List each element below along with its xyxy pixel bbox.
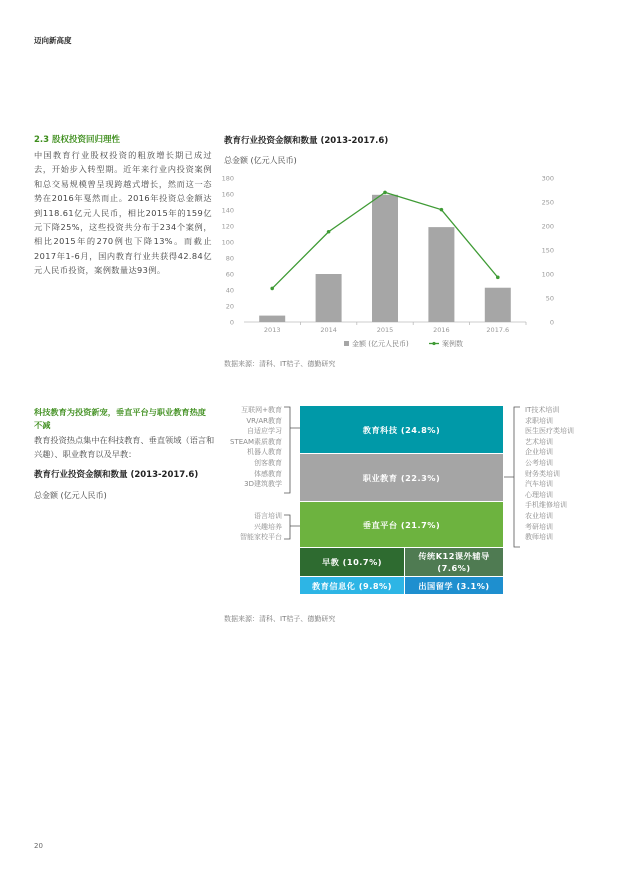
right-label: 公考培训 <box>525 458 553 467</box>
treemap-tech-label: 教育科技 (24.8%) <box>362 424 441 435</box>
left-label: 创客教育 <box>254 458 282 467</box>
header-title: 迈向新高度 <box>34 36 72 45</box>
treemap-right-labels <box>525 405 574 543</box>
section-paragraph: 中国教育行业股权投资的粗放增长期已成过去，开始步入转型期。近年来行业内投资案例和总交易规模曾呈现跨越式增长，然而这一态势在2016年戛然而止。2016年投资总金额达到118.61亿元人民币，相比2015年的159亿元下降25%，这些投资共分布于234个案例，相比2015年的270例也下降13%。而截止2017年1-6月，国内教育行业共获得42.84亿元人民币投资，案例数量达93例。 <box>34 150 212 276</box>
right-label: 手机维修培训 <box>525 501 567 510</box>
bar-amount <box>372 195 398 322</box>
line-point <box>496 276 500 280</box>
y-tick-label: 160 <box>221 190 234 199</box>
left-label: VR/AR教育 <box>246 416 282 425</box>
bar-amount <box>259 316 285 322</box>
treemap-vocational-label: 职业教育 (22.3%) <box>362 472 441 483</box>
left-label: 兴趣培养 <box>254 522 282 531</box>
y-tick-label: 100 <box>221 238 234 247</box>
treemap-abroad-label: 出国留学 (3.1%) <box>418 580 490 591</box>
left-label: 机器人教育 <box>247 448 282 457</box>
right-label: 医生医疗类培训 <box>525 427 574 436</box>
x-tick-label: 2015 <box>376 326 394 334</box>
page-number: 20 <box>34 842 43 850</box>
bar-amount <box>485 288 511 322</box>
chart-subtitle: 总金额 (亿元人民币) <box>224 156 297 165</box>
line-point <box>383 191 387 195</box>
treemap-k12-label-line2: (7.6%) <box>437 563 471 573</box>
left-label: STEAM素质教育 <box>230 437 282 446</box>
block2-green-title: 科技教育为投资新宠，垂直平台与职业教育热度不减 <box>34 407 206 430</box>
right-label: 汽车培训 <box>525 480 553 489</box>
left-label: 智能家校平台 <box>240 533 282 542</box>
right-label: 心理培训 <box>525 490 553 499</box>
y2-tick-label: 100 <box>541 270 554 279</box>
x-tick-label: 2014 <box>320 326 337 334</box>
right-label: IT技术培训 <box>525 406 560 414</box>
right-label: 艺术培训 <box>525 437 553 446</box>
chart-source: 数据来源：清科、IT桔子、德勤研究 <box>224 360 336 368</box>
x-tick-label: 2016 <box>433 326 450 334</box>
line-point <box>327 230 331 234</box>
left-label: 3D建筑教学 <box>244 480 282 489</box>
section-title: 2.3 股权投资回归理性 <box>34 135 121 145</box>
treemap-vertical-label: 垂直平台 (21.7%) <box>362 519 441 530</box>
y2-tick-label: 50 <box>545 294 554 303</box>
x-tick-label: 2017.6 <box>486 326 510 334</box>
legend-label-amount: 金额 (亿元人民币) <box>352 340 409 348</box>
right-label: 教师培训 <box>525 533 553 542</box>
line-point <box>440 208 444 212</box>
treemap-left-tech-labels <box>202 405 282 490</box>
right-bracket <box>504 407 520 547</box>
right-label: 求职培训 <box>525 416 553 425</box>
y-tick-label: 0 <box>229 318 234 327</box>
x-tick-label: 2013 <box>263 326 281 334</box>
y-tick-label: 20 <box>225 302 234 311</box>
block2-title: 教育行业投资金额和数量 (2013-2017.6) <box>34 470 199 480</box>
treemap-early-label: 早教 (10.7%) <box>321 557 383 567</box>
block2-paragraph: 教育投资热点集中在科技教育、垂直领域（语言和兴趣）、职业教育以及早教： <box>34 435 215 459</box>
bar-amount <box>428 227 454 322</box>
legend-swatch-amount <box>344 341 349 346</box>
treemap-k12-label-line1: 传统K12课外辅导 <box>418 551 490 561</box>
y-tick-label: 80 <box>225 254 234 263</box>
left-bracket-tech <box>284 407 300 493</box>
y2-tick-label: 250 <box>541 198 554 207</box>
left-label: 体感教育 <box>254 469 282 478</box>
right-label: 考研培训 <box>525 522 553 531</box>
y2-tick-label: 0 <box>549 318 554 327</box>
y-tick-label: 60 <box>225 270 234 279</box>
y-tick-label: 120 <box>221 222 234 231</box>
left-label: 语言培训 <box>254 512 282 520</box>
left-label: 自适应学习 <box>247 427 282 436</box>
right-label: 企业培训 <box>525 448 553 457</box>
y2-tick-label: 150 <box>541 246 554 255</box>
legend-label-cases: 案例数 <box>442 340 463 348</box>
right-label: 农业培训 <box>525 511 553 520</box>
y-tick-label: 140 <box>221 206 234 215</box>
treemap-info-label: 教育信息化 (9.8%) <box>312 580 392 591</box>
legend-swatch-cases-dot <box>432 342 435 345</box>
left-label: 互联网+教育 <box>241 406 282 414</box>
investment-chart <box>221 165 564 365</box>
treemap-left-vertical-labels <box>202 511 282 543</box>
bar-amount <box>316 274 342 322</box>
y-tick-label: 180 <box>221 174 234 183</box>
y-tick-label: 40 <box>225 286 234 295</box>
left-bracket-vertical <box>284 515 300 539</box>
line-point <box>270 287 274 291</box>
treemap-brackets <box>284 404 524 594</box>
y2-tick-label: 200 <box>541 222 554 231</box>
treemap-source: 数据来源：清科、IT桔子、德勤研究 <box>224 615 336 623</box>
block2-subtitle: 总金额 (亿元人民币) <box>34 491 107 500</box>
chart-title: 教育行业投资金额和数量 (2013-2017.6) <box>224 136 389 146</box>
y2-tick-label: 300 <box>541 174 554 183</box>
right-label: 财务类培训 <box>525 469 560 478</box>
